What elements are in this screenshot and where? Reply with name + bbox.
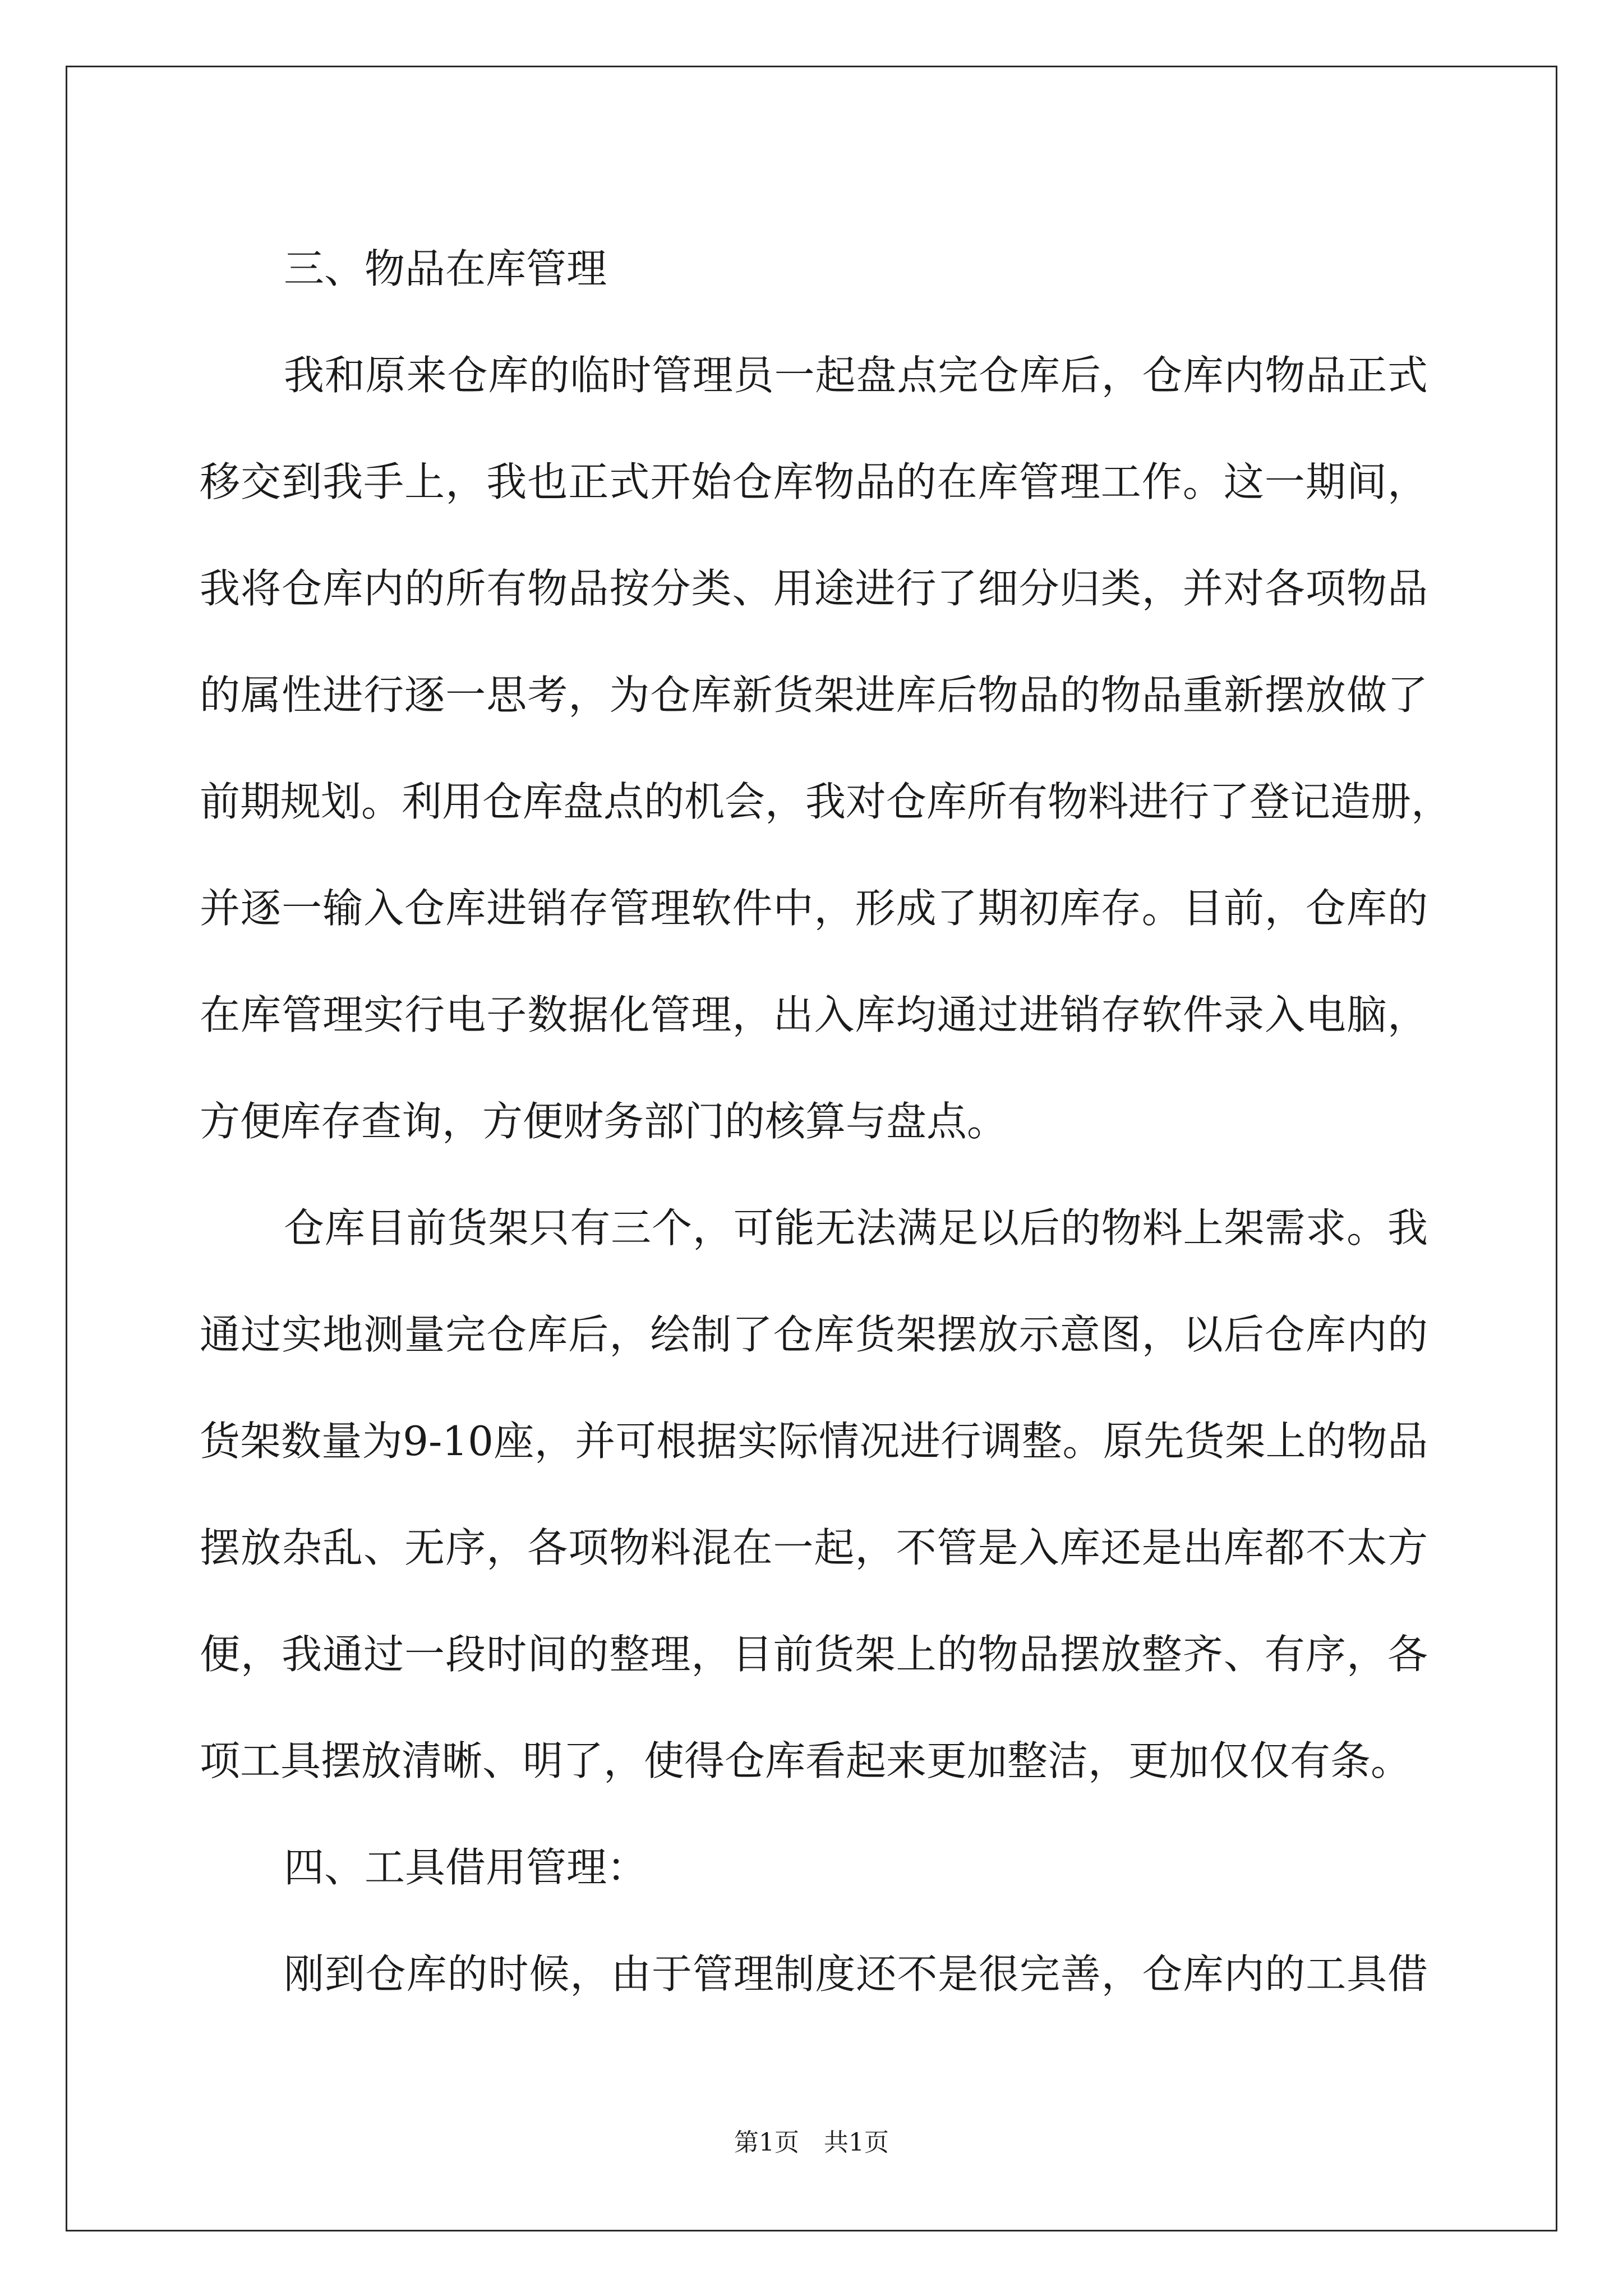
section-heading: 三、物品在库管理 [284, 245, 607, 292]
section-heading: 四、工具借用管理： [284, 1844, 648, 1891]
paragraph-line: 并逐一输入仓库进销存管理软件中，形成了期初库存。目前，仓库的 [200, 885, 1428, 932]
paragraph-line: 我将仓库内的所有物品按分类、用途进行了细分归类，并对各项物品 [200, 565, 1428, 612]
paragraph-line: 仓库目前货架只有三个，可能无法满足以后的物料上架需求。我 [284, 1204, 1428, 1251]
paragraph-line: 项工具摆放清晰、明了，使得仓库看起来更加整洁，更加仅仅有条。 [200, 1737, 1412, 1784]
paragraph-line: 货架数量为9-10座，并可根据实际情况进行调整。原先货架上的物品 [200, 1418, 1428, 1465]
paragraph-line: 移交到我手上，我也正式开始仓库物品的在库管理工作。这一期间， [200, 458, 1428, 505]
paragraph-line: 便，我通过一段时间的整理，目前货架上的物品摆放整齐、有序，各 [200, 1631, 1428, 1678]
paragraph-line: 我和原来仓库的临时管理员一起盘点完仓库后，仓库内物品正式 [284, 352, 1428, 399]
paragraph-line: 通过实地测量完仓库后，绘制了仓库货架摆放示意图，以后仓库内的 [200, 1311, 1428, 1358]
paragraph-line: 摆放杂乱、无序，各项物料混在一起，不管是入库还是出库都不太方 [200, 1524, 1428, 1571]
paragraph-line: 在库管理实行电子数据化管理，出入库均通过进销存软件录入电脑， [200, 991, 1428, 1038]
page-number-footer: 第1页 共1页 [734, 2128, 889, 2157]
paragraph-line: 刚到仓库的时候，由于管理制度还不是很完善，仓库内的工具借 [284, 1950, 1428, 1998]
paragraph-line: 前期规划。利用仓库盘点的机会，我对仓库所有物料进行了登记造册， [200, 778, 1452, 825]
paragraph-line: 的属性进行逐一思考，为仓库新货架进库后物品的物品重新摆放做了 [200, 671, 1428, 719]
paragraph-line: 方便库存查询，方便财务部门的核算与盘点。 [200, 1098, 1008, 1145]
document-body [200, 215, 1452, 2027]
